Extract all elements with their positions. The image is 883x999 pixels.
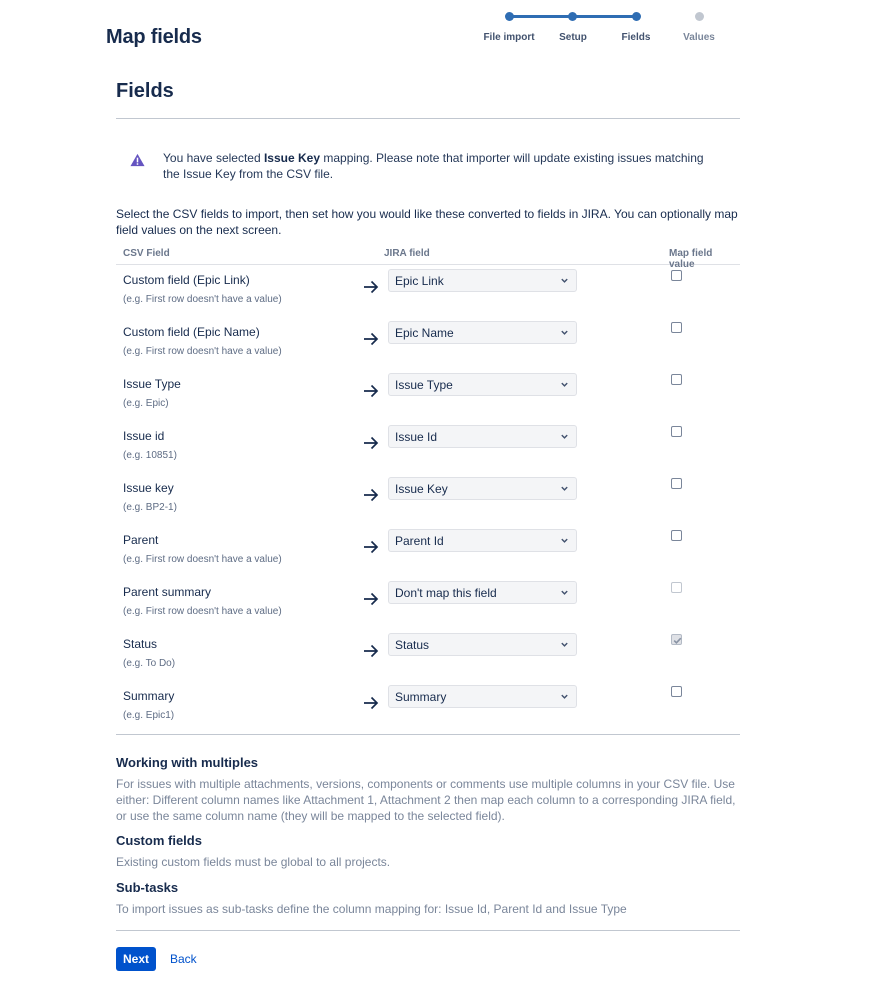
step-label-values: Values <box>683 32 715 43</box>
csv-field-name: Issue Type <box>123 377 181 391</box>
jira-field-selected-value: Epic Link <box>395 274 444 288</box>
table-row <box>116 429 740 481</box>
jira-field-select[interactable] <box>388 321 577 344</box>
csv-field-name: Status <box>123 637 158 651</box>
table-header <box>116 247 740 270</box>
map-field-value-checkbox <box>671 634 682 645</box>
warning-text <box>163 150 708 182</box>
map-field-value-checkbox[interactable] <box>671 686 682 697</box>
help-subtasks-text: To import issues as sub-tasks define the column mapping for: Issue Id, Parent Id and Issue Type <box>116 902 627 916</box>
chevron-down-icon <box>560 276 569 285</box>
divider <box>116 118 740 119</box>
csv-field-name: Custom field (Epic Name) <box>123 325 260 339</box>
chevron-down-icon <box>560 640 569 649</box>
help-multiples-text: For issues with multiple attachments, versions, components or comments use multiple columns in your CSV file. Use either: Different column names like Attachment 1, Attachment 2 then map each column to a corresponding JIRA field, or use the same column name (they will be mapped to the selected field). <box>116 777 736 823</box>
csv-field-example: (e.g. Epic) <box>123 398 169 409</box>
arrow-right-icon <box>363 488 379 502</box>
help-subtasks <box>116 880 746 917</box>
arrow-right-icon <box>363 592 379 606</box>
csv-field-example: (e.g. To Do) <box>123 658 176 669</box>
chevron-down-icon <box>560 328 569 337</box>
csv-field-example: (e.g. 10851) <box>123 450 177 461</box>
map-field-value-checkbox[interactable] <box>671 426 682 437</box>
jira-field-selected-value: Issue Id <box>395 430 438 444</box>
next-button[interactable]: Next <box>116 947 156 971</box>
chevron-down-icon <box>560 380 569 389</box>
arrow-right-icon <box>363 696 379 710</box>
back-link[interactable]: Back <box>170 952 197 966</box>
jira-field-selected-value: Issue Type <box>395 378 453 392</box>
arrow-right-icon <box>363 332 379 346</box>
help-custom-fields <box>116 833 746 870</box>
warning-text-emphasis: Issue Key <box>263 151 321 165</box>
jira-field-selected-value: Don't map this field <box>395 586 497 600</box>
jira-field-select[interactable] <box>388 529 577 552</box>
warning-text-suffix: mapping. Please note that importer will update existing issues matching the Issue Key from the CSV file. <box>163 151 704 181</box>
csv-field-name: Parent <box>123 533 159 547</box>
map-field-value-checkbox[interactable] <box>671 270 682 281</box>
jira-field-select[interactable] <box>388 685 577 708</box>
fields-heading: Fields <box>116 80 174 102</box>
jira-field-select[interactable] <box>388 373 577 396</box>
jira-field-select[interactable] <box>388 269 577 292</box>
table-row <box>116 585 740 637</box>
csv-field-example: (e.g. BP2-1) <box>123 502 177 513</box>
arrow-right-icon <box>363 384 379 398</box>
csv-field-name: Summary <box>123 689 175 703</box>
column-header-map-field-value: Map field value <box>669 248 713 270</box>
arrow-right-icon <box>363 540 379 554</box>
arrow-right-icon <box>363 280 379 294</box>
help-custom-fields-title: Custom fields <box>116 833 202 848</box>
csv-field-name: Issue key <box>123 481 174 495</box>
jira-field-selected-value: Parent Id <box>395 534 444 548</box>
table-row <box>116 481 740 533</box>
jira-field-select[interactable] <box>388 477 577 500</box>
table-row <box>116 637 740 689</box>
map-field-value-checkbox[interactable] <box>671 530 682 541</box>
map-field-value-checkbox[interactable] <box>671 374 682 385</box>
csv-field-example: (e.g. First row doesn't have a value) <box>123 554 282 565</box>
csv-field-name: Parent summary <box>123 585 212 599</box>
map-field-value-checkbox[interactable] <box>671 478 682 489</box>
step-dot-setup <box>568 12 577 21</box>
step-dot-fields <box>632 12 641 21</box>
jira-field-select[interactable] <box>388 633 577 656</box>
step-label-file-import: File import <box>483 32 535 43</box>
csv-field-example: (e.g. First row doesn't have a value) <box>123 606 282 617</box>
help-subtasks-title: Sub-tasks <box>116 880 179 895</box>
chevron-down-icon <box>560 692 569 701</box>
jira-field-select[interactable] <box>388 581 577 604</box>
divider <box>116 734 740 735</box>
table-row <box>116 533 740 585</box>
checkmark-icon <box>672 635 683 646</box>
intro-text: Select the CSV fields to import, then set how you would like these converted to fields in JIRA. You can optionally map field values on the next screen. <box>116 207 738 237</box>
chevron-down-icon <box>560 536 569 545</box>
table-row <box>116 377 740 429</box>
step-label-fields: Fields <box>621 32 651 43</box>
warning-triangle-icon <box>130 153 145 167</box>
csv-field-example: (e.g. First row doesn't have a value) <box>123 346 282 357</box>
divider <box>116 930 740 931</box>
arrow-right-icon <box>363 436 379 450</box>
step-label-setup: Setup <box>559 32 587 43</box>
arrow-right-icon <box>363 644 379 658</box>
csv-field-name: Custom field (Epic Link) <box>123 273 250 287</box>
table-row <box>116 273 740 325</box>
csv-field-example: (e.g. First row doesn't have a value) <box>123 294 282 305</box>
chevron-down-icon <box>560 588 569 597</box>
step-dot-file-import <box>505 12 514 21</box>
jira-field-selected-value: Status <box>395 638 430 652</box>
csv-field-example: (e.g. Epic1) <box>123 710 175 721</box>
jira-field-selected-value: Epic Name <box>395 326 454 340</box>
jira-field-select[interactable] <box>388 425 577 448</box>
chevron-down-icon <box>560 484 569 493</box>
column-header-csv-field: CSV Field <box>123 248 170 259</box>
help-multiples <box>116 755 746 824</box>
page-title: Map fields <box>106 26 202 48</box>
step-dot-values <box>695 12 704 21</box>
help-multiples-title: Working with multiples <box>116 755 259 770</box>
help-custom-fields-text: Existing custom fields must be global to all projects. <box>116 855 391 869</box>
chevron-down-icon <box>560 432 569 441</box>
map-field-value-checkbox[interactable] <box>671 322 682 333</box>
column-header-jira-field: JIRA field <box>384 248 430 259</box>
progress-tracker <box>480 8 736 60</box>
warning-text-prefix: You have selected <box>163 151 264 165</box>
jira-field-selected-value: Summary <box>395 690 447 704</box>
jira-field-selected-value: Issue Key <box>395 482 448 496</box>
table-row <box>116 325 740 377</box>
csv-field-name: Issue id <box>123 429 165 443</box>
map-field-value-checkbox <box>671 582 682 593</box>
